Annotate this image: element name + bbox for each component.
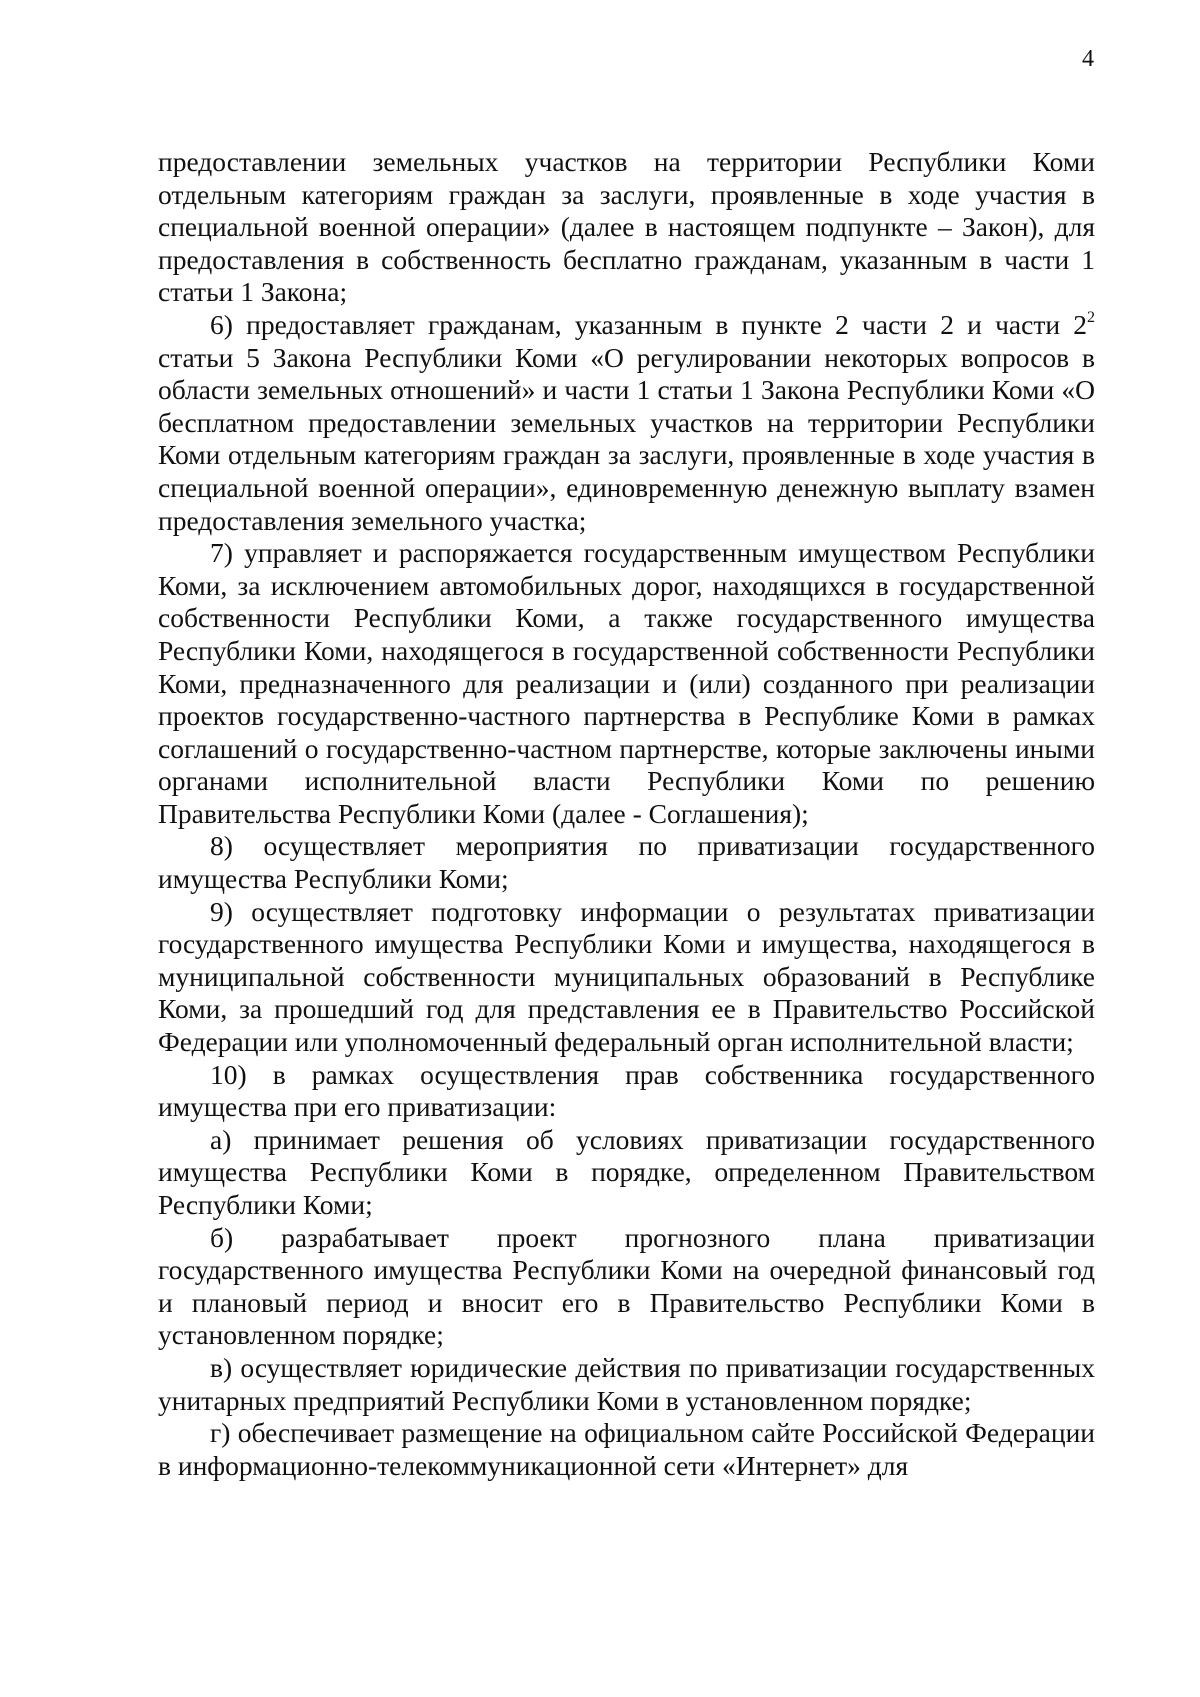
paragraph-item-10: 10) в рамках осуществления прав собственника государственного имущества при его приватизации: (158, 1058, 1095, 1123)
paragraph-item-9: 9) осуществляет подготовку информации о результатах приватизации государственного имущества Республики Коми и имущества, находящегося в муниципальной собственности муниципальных образований в Республике Коми, за прошедший год для представления ее в Правительство Российской Федерации или уполномоченный федеральный орган исполнительной власти; (158, 895, 1095, 1058)
paragraph-continuation-5: предоставлении земельных участков на территории Республики Коми отдельным категориям граждан за заслуги, проявленные в ходе участия в специальной военной операции» (далее в настоящем подпункте – Закон), для предоставления в собственность бесплатно гражданам, указанным в части 1 статьи 1 Закона; (158, 146, 1095, 308)
paragraph-item-6 (158, 309, 1095, 537)
paragraph-subitem-a: а) принимает решения об условиях приватизации государственного имущества Республики Коми в порядке, определенном Правительством Республики Коми; (158, 1123, 1095, 1220)
paragraph-subitem-v: в) осуществляет юридические действия по приватизации государственных унитарных предприятий Республики Коми в установленном порядке; (158, 1351, 1095, 1416)
document-body (158, 146, 1095, 1482)
paragraph-item-8: 8) осуществляет мероприятия по приватизации государственного имущества Республики Коми; (158, 830, 1095, 895)
paragraph-item-7: 7) управляет и распоряжается государственным имуществом Республики Коми, за исключением автомобильных дорог, находящихся в государственной собственности Республики Коми, а также государственного имущества Республики Коми, находящегося в государственной собственности Республики Коми, предназначенного для реализации и (или) созданного при реализации проектов государственно-частного партнерства в Республике Коми в рамках соглашений о государственно-частном партнерстве, которые заключены иными органами исполнительной власти Республики Коми по решению Правительства Республики Коми (далее - Соглашения); (158, 537, 1095, 829)
paragraph-item-6-text-end: статьи 5 Закона Республики Коми «О регулировании некоторых вопросов в области земельных отношений» и части 1 статьи 1 Закона Республики Коми «О бесплатном предоставлении земельных участков на территории Республики Коми отдельным категориям граждан за заслуги, проявленные в ходе участия в специальной военной операции», единовременную денежную выплату взамен предоставления земельного участка; (158, 341, 1095, 536)
paragraph-subitem-g: г) обеспечивает размещение на официальном сайте Российской Федерации в информационно-телекоммуникационной сети «Интернет» для (158, 1417, 1095, 1481)
superscript-two: 2 (1087, 308, 1095, 326)
page-number: 4 (1082, 46, 1094, 72)
paragraph-item-6-text-start: 6) предоставляет гражданам, указанным в пункте 2 части 2 и части 2 (210, 308, 1087, 340)
paragraph-subitem-b: б) разрабатывает проект прогнозного плана приватизации государственного имущества Республики Коми на очередной финансовый год и плановый период и вносит его в Правительство Республики Коми в установленном порядке; (158, 1221, 1095, 1351)
